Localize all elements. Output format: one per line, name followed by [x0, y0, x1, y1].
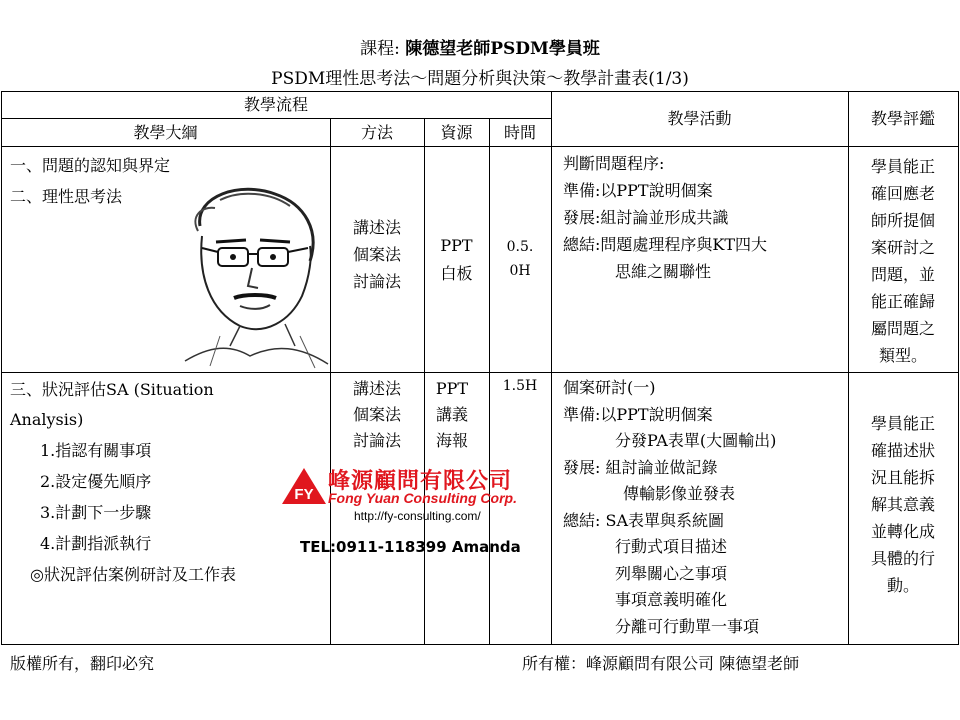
outline-item: 二、理性思考法 [10, 187, 123, 206]
activity-line: 準備:以PPT說明個案 [563, 181, 713, 200]
outline-item: ◎狀況評估案例研討及工作表 [30, 565, 236, 584]
row2-resources [424, 376, 480, 454]
outline-title-line: Analysis) [10, 410, 84, 429]
evaluation-line: 師所提個 [870, 211, 935, 230]
activity-line: 個案研討(一) [563, 378, 656, 397]
row1-time [489, 235, 551, 283]
contact-phone: TEL:0911-118399 Amanda [300, 538, 521, 556]
row1-evaluation [848, 153, 958, 369]
course-prefix: 課程: [360, 39, 400, 59]
method-item: 討論法 [352, 272, 401, 291]
evaluation-line: 案研討之 [870, 238, 935, 257]
activity-line: 事項意義明確化 [615, 590, 728, 609]
header-resource: 資源 [440, 123, 473, 142]
evaluation-line: 具體的行 [870, 549, 935, 568]
outline-item: 1.指認有關事項 [40, 441, 152, 460]
activity-line: 發展: 組討論並做記錄 [563, 457, 718, 477]
activity-line: 判斷問題程序: [563, 154, 665, 173]
company-name-cn: 峰源顧問有限公司 [328, 469, 513, 494]
header-method: 方法 [360, 123, 393, 142]
activity-line: 行動式項目描述 [615, 537, 728, 556]
row2-outline [10, 375, 236, 590]
evaluation-line: 學員能正 [870, 157, 935, 176]
course-name: 陳德望老師PSDM學員班 [405, 39, 600, 59]
evaluation-line: 能正確歸 [870, 292, 935, 311]
evaluation-line: 並轉化成 [870, 522, 935, 541]
time-line: 0H [509, 263, 531, 279]
evaluation-line: 問題，並 [870, 265, 935, 284]
row1-activity [563, 150, 767, 285]
company-url: http://fy-consulting.com/ [354, 509, 481, 523]
outline-item: 4.計劃指派執行 [40, 534, 152, 553]
header-evaluation: 教學評鑑 [870, 109, 935, 128]
time-line: 0.5. [506, 239, 534, 255]
resource-item: 海報 [435, 431, 468, 450]
evaluation-line: 動。 [886, 576, 919, 595]
footer-ownership: 所有權：峰源顧問有限公司 陳德望老師 [522, 654, 800, 673]
row2-activity [563, 375, 776, 640]
evaluation-line: 學員能正 [870, 414, 935, 433]
course-line [0, 34, 960, 59]
outline-item: 2.設定優先順序 [40, 472, 152, 491]
resource-item: 白板 [440, 264, 473, 283]
activity-line: 思維之關聯性 [615, 262, 712, 281]
method-item: 講述法 [352, 218, 401, 237]
company-logo [282, 464, 562, 524]
activity-line: 列舉關心之事項 [615, 563, 728, 583]
resource-item: PPT [440, 236, 473, 255]
row2-evaluation [848, 410, 958, 599]
evaluation-line: 況且能拆 [870, 468, 935, 487]
footer-copyright: 版權所有，翻印必究 [10, 654, 155, 673]
outline-item: 3.計劃下一步驟 [40, 503, 152, 522]
activity-line: 總結: SA表單與系統圖 [563, 510, 724, 530]
document-title: PSDM理性思考法～問題分析與決策～教學計畫表(1/3) [271, 69, 689, 89]
header-outline: 教學大綱 [133, 123, 198, 142]
evaluation-line: 類型。 [878, 346, 927, 365]
header-process: 教學流程 [243, 95, 308, 114]
activity-line: 傳輸影像並發表 [623, 484, 736, 503]
outline-item: 一、問題的認知與界定 [10, 156, 171, 175]
method-item: 個案法 [352, 245, 401, 264]
outline-title-line: 三、狀況評估SA (Situation [10, 380, 214, 399]
method-item: 討論法 [352, 431, 401, 450]
evaluation-line: 確描述狀 [870, 441, 935, 460]
evaluation-line: 解其意義 [870, 495, 935, 514]
company-name-en: Fong Yuan Consulting Corp. [328, 490, 517, 506]
activity-line: 總結:問題處理程序與KT四大 [563, 235, 768, 254]
activity-line: 分離可行動單一事項 [615, 616, 760, 636]
evaluation-line: 確回應老 [870, 184, 935, 203]
evaluation-line: 屬問題之 [870, 319, 935, 338]
svg-text:FY: FY [294, 486, 314, 503]
resource-item: 講義 [435, 405, 468, 424]
header-time: 時間 [503, 123, 536, 142]
activity-line: 發展:組討論並形成共識 [563, 208, 729, 227]
activity-line: 分發PA表單(大圖輸出) [615, 431, 777, 450]
method-item: 講述法 [352, 379, 401, 398]
portrait-sketch [180, 186, 330, 371]
fy-logo-mark-icon [282, 468, 326, 504]
resource-item: PPT [435, 379, 469, 398]
row2-methods [330, 376, 424, 454]
row1-outline [10, 150, 170, 212]
method-item: 個案法 [352, 405, 401, 424]
row1-methods [330, 214, 424, 295]
header-activity: 教學活動 [667, 109, 732, 128]
row1-resources [424, 232, 489, 288]
activity-line: 準備:以PPT說明個案 [563, 404, 713, 424]
row2-time: 1.5H [502, 378, 538, 394]
